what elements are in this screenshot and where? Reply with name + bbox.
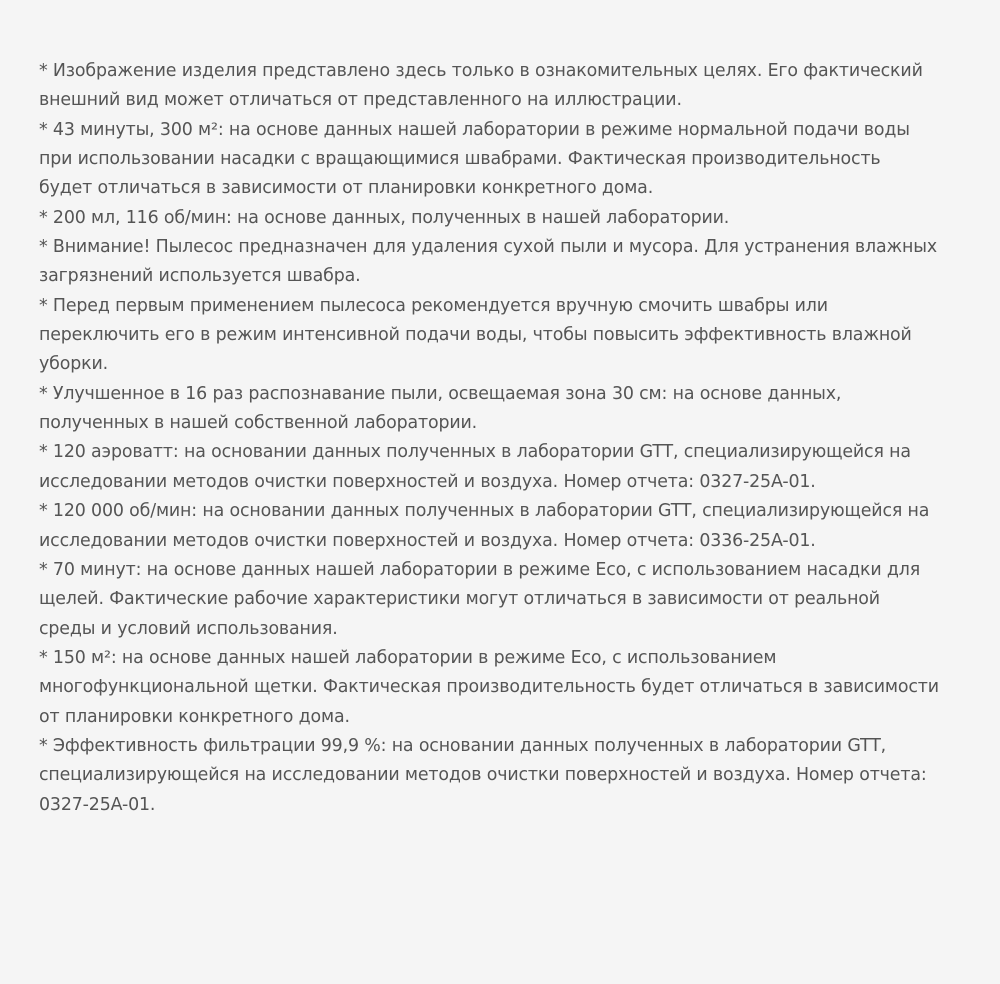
- footnote: [39, 233, 989, 292]
- footnote: [39, 644, 989, 732]
- footnote: [39, 380, 989, 439]
- footnote: [39, 116, 989, 204]
- footnotes-list: [39, 57, 989, 820]
- footnote-line: * 70 минут: на основе данных нашей лаборатории в режиме Eco, с использованием насадки для: [39, 559, 921, 580]
- footnote-line: внешний вид может отличаться от представленного на иллюстрации.: [39, 90, 682, 111]
- footnote-line: будет отличаться в зависимости от планировки конкретного дома.: [39, 178, 654, 199]
- footnote-line: переключить его в режим интенсивной подачи воды, чтобы повысить эффективность влажной: [39, 325, 912, 346]
- footnote: [39, 292, 989, 380]
- footnote-line: * Изображение изделия представлено здесь только в ознакомительных целях. Его фактический: [39, 61, 923, 81]
- footnote-line: * 200 мл, 116 об/мин: на основе данных, полученных в нашей лаборатории.: [39, 207, 730, 228]
- footnote-line: многофункциональной щетки. Фактическая производительность будет отличаться в зависимости: [39, 677, 939, 698]
- footnote-line: * 120 аэроватт: на основании данных полученных в лаборатории GTT, специализирующейся на: [39, 442, 911, 463]
- footnote-line: исследовании методов очистки поверхностей и воздуха. Номер отчета: 0336-25A-01.: [39, 530, 816, 551]
- footnote: [39, 732, 989, 820]
- footnote-line: уборки.: [39, 354, 108, 375]
- footnote-line: * 120 000 об/мин: на основании данных полученных в лаборатории GTT, специализирующейся на: [39, 501, 930, 522]
- footnote: [39, 438, 989, 497]
- footnote-line: при использовании насадки с вращающимися швабрами. Фактическая производительность: [39, 149, 881, 170]
- footnote: [39, 204, 989, 233]
- footnote-line: * Эффективность фильтрации 99,9 %: на основании данных полученных в лаборатории GTT,: [39, 735, 887, 756]
- footnote-line: исследовании методов очистки поверхностей и воздуха. Номер отчета: 0327-25A-01.: [39, 471, 816, 492]
- footnote-line: * Внимание! Пылесос предназначен для удаления сухой пыли и мусора. Для устранения влажных: [39, 237, 937, 258]
- footnote-line: загрязнений используется швабра.: [39, 266, 361, 287]
- footnote: [39, 556, 989, 644]
- footnote-line: * 150 м²: на основе данных нашей лаборатории в режиме Eco, с использованием: [39, 647, 777, 668]
- footnote-line: * Перед первым применением пылесоса рекомендуется вручную смочить швабры или: [39, 295, 828, 316]
- footnote-line: специализирующейся на исследовании методов очистки поверхностей и воздуха. Номер отчета:: [39, 765, 927, 786]
- footnote-line: * 43 минуты, 300 м²: на основе данных нашей лаборатории в режиме нормальной подачи воды: [39, 119, 910, 140]
- footnote-line: * Улучшенное в 16 раз распознавание пыли, освещаемая зона 30 см: на основе данных,: [39, 383, 842, 404]
- footnote: [39, 497, 989, 556]
- footnote-line: 0327-25A-01.: [39, 794, 156, 815]
- footnote: [39, 57, 989, 116]
- footnote-line: полученных в нашей собственной лаборатории.: [39, 413, 478, 434]
- footnote-line: среды и условий использования.: [39, 618, 338, 639]
- footnote-line: от планировки конкретного дома.: [39, 706, 350, 727]
- footnote-line: щелей. Фактические рабочие характеристики могут отличаться в зависимости от реальной: [39, 589, 880, 610]
